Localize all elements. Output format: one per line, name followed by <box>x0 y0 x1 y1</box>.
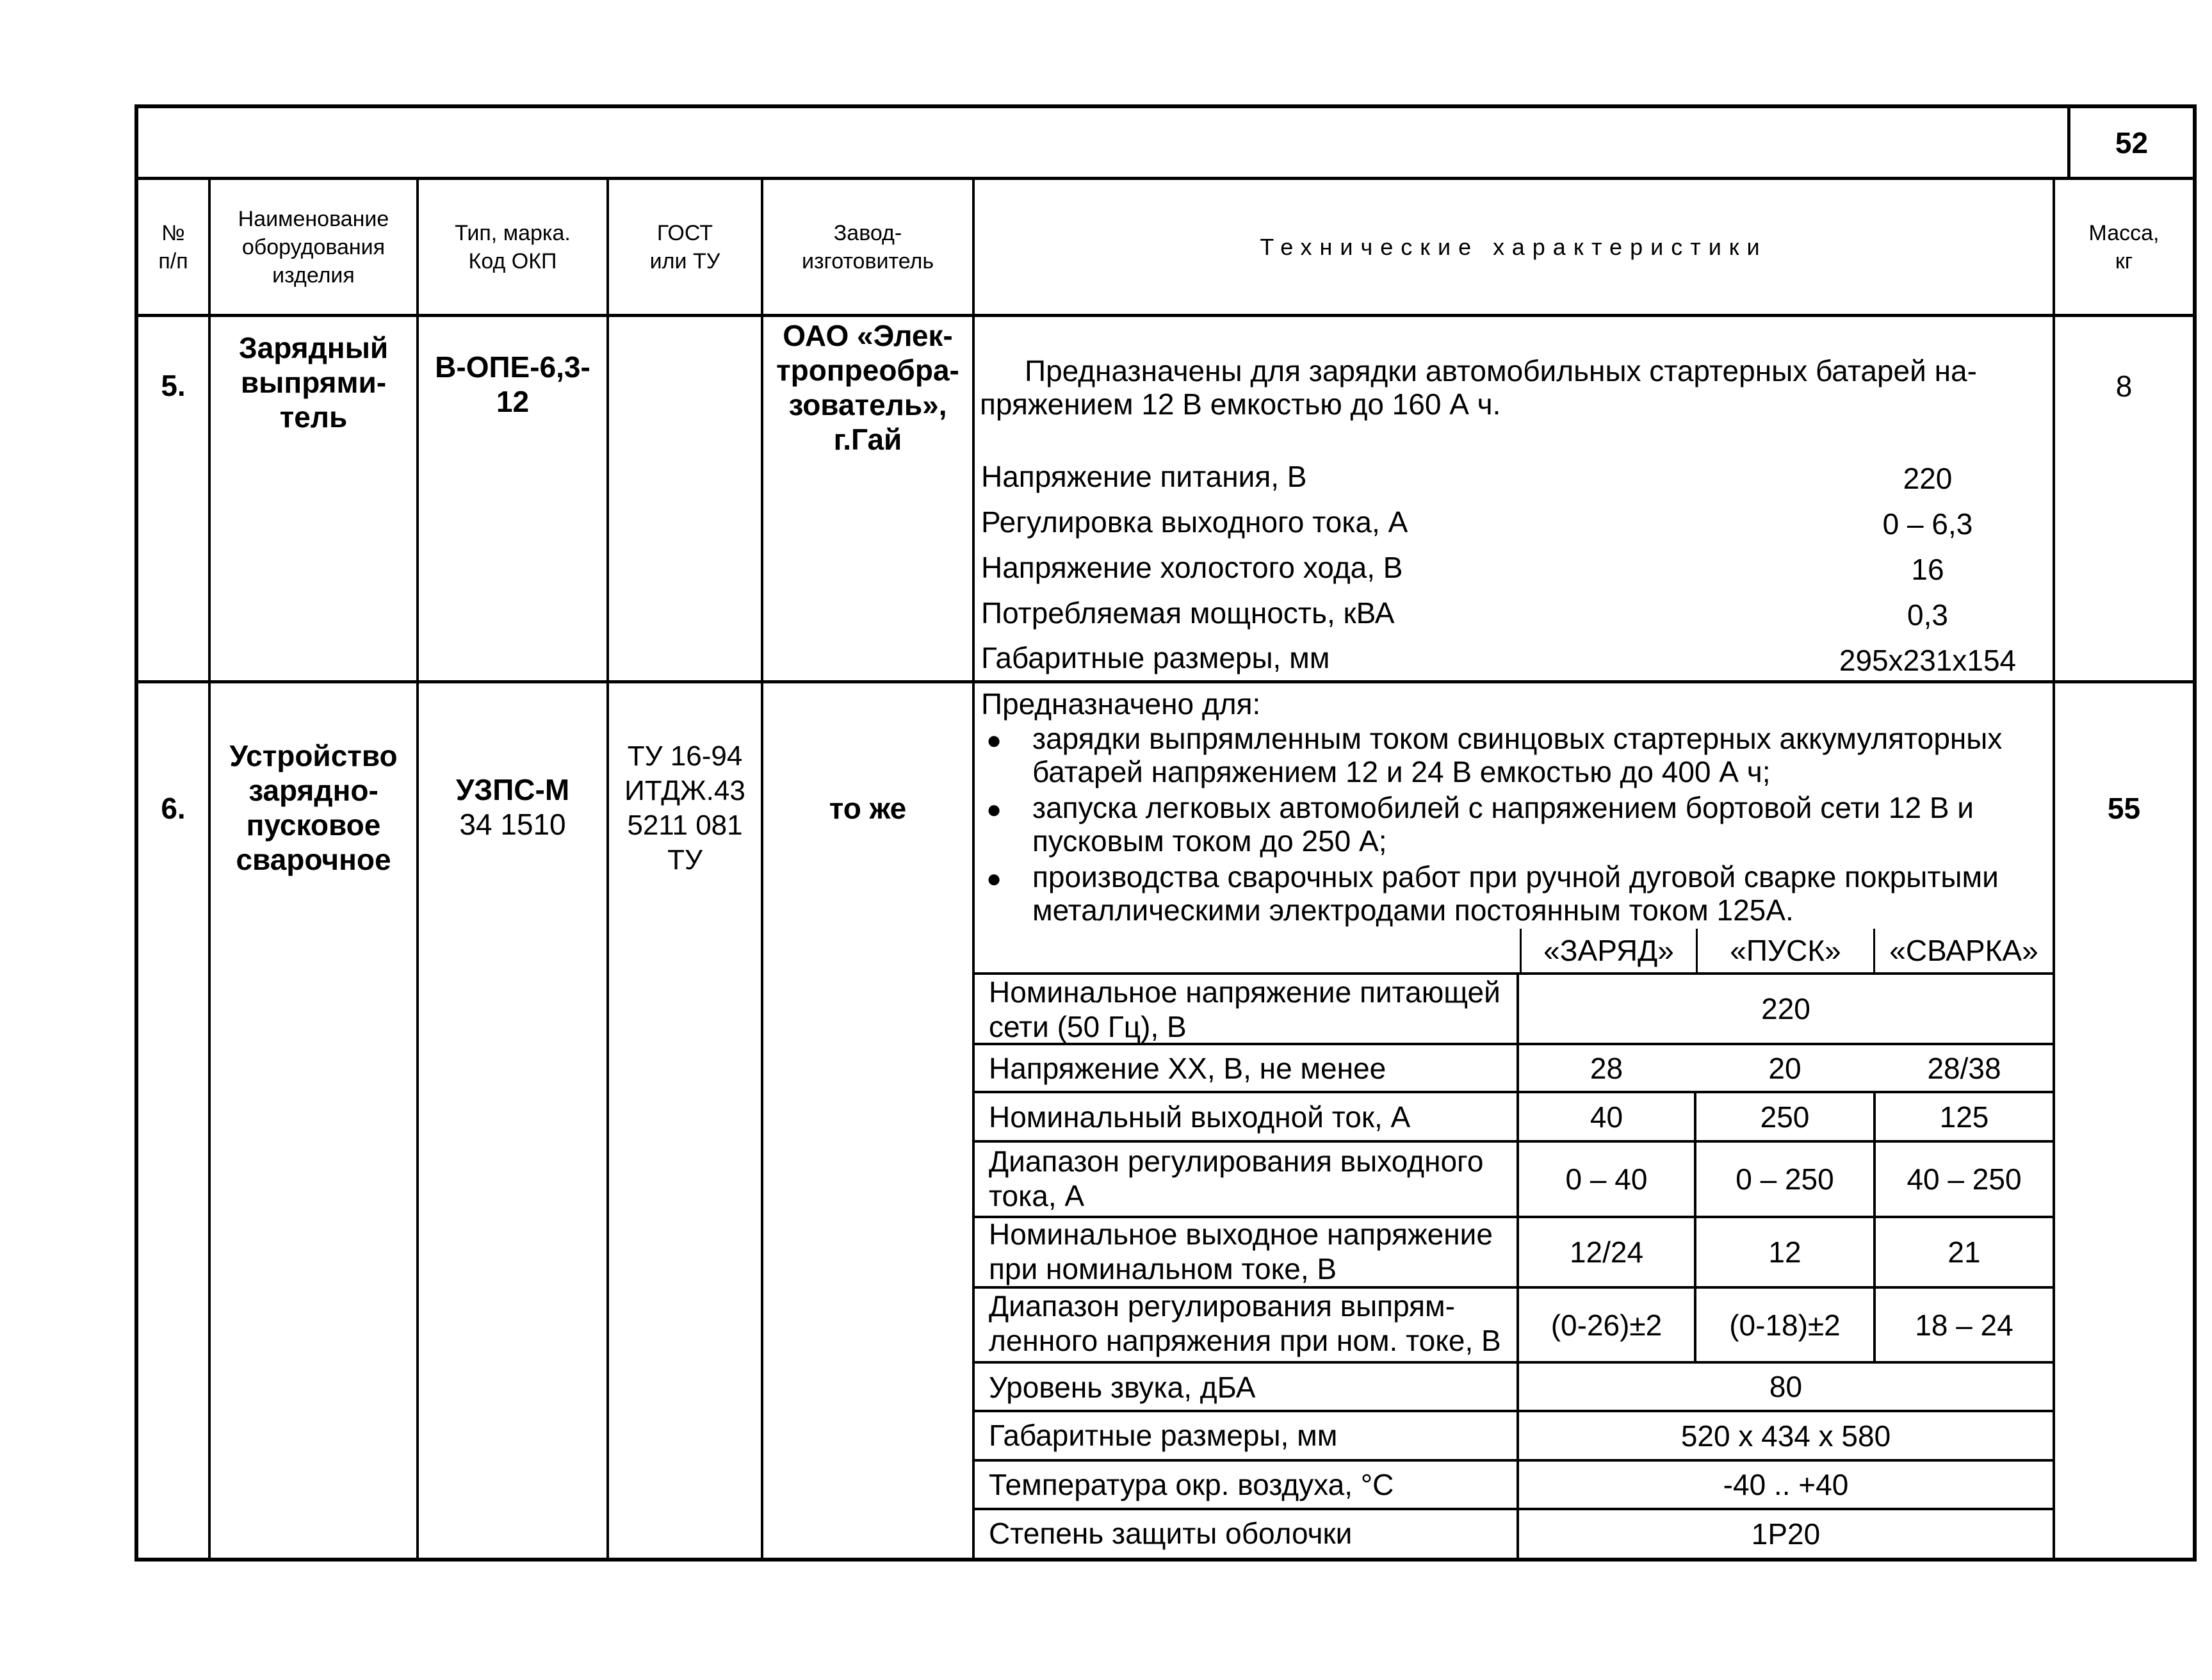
header-gost: ГОСТ или ТУ <box>649 220 720 273</box>
row5-type: В-ОПЕ-6,3- 12 <box>435 350 590 418</box>
table-cell: 21 <box>1948 1236 1981 1269</box>
table-cell: 40 – 250 <box>1907 1162 2022 1196</box>
table-row-label: Уровень звука, дБА <box>989 1371 1256 1404</box>
table-row-label: Номинальный выходной ток, А <box>989 1100 1411 1134</box>
spec-label: Потребляемая мощность, кВА <box>981 596 1395 630</box>
list-item: запуска легковых автомобилей с напряжением бортовой сети 12 В и <box>1032 791 1974 824</box>
header-specs: Технические характеристики <box>1260 233 1768 260</box>
mode-header-svarka: «СВАРКА» <box>1889 934 2038 967</box>
list-item: металлическими электродами постоянным током 125А. <box>1032 893 1794 927</box>
bullet-icon: ● <box>986 726 1002 754</box>
table-cell: (0-26)±2 <box>1550 1308 1663 1342</box>
table-cell: 28 <box>1590 1051 1623 1085</box>
spec-value: 295х231х154 <box>1839 644 2017 677</box>
spec-value: 0,3 <box>1907 598 1948 632</box>
header-num: № п/п <box>158 220 188 273</box>
table-cell: 20 <box>1768 1051 1801 1085</box>
row5-num: 5. <box>161 369 186 402</box>
table-row-label: Температура окр. воздуха, °С <box>989 1468 1394 1501</box>
row6-type-code: 34 1510 <box>459 808 566 841</box>
mode-header-zaryad: «ЗАРЯД» <box>1543 934 1674 967</box>
table-cell: 12/24 <box>1569 1236 1644 1269</box>
row6-name: Устройство зарядно- пусковое сварочное <box>229 739 398 876</box>
header-maker: Завод- изготовитель <box>801 220 934 273</box>
table-cell: (0-18)±2 <box>1729 1308 1841 1342</box>
spec-value: 220 <box>1903 462 1953 495</box>
row6-maker: то же <box>829 792 907 825</box>
table-cell: 18 – 24 <box>1915 1308 2013 1342</box>
row5-intro-line2: пряжением 12 В емкостью до 160 А ч. <box>980 387 1501 421</box>
header-mass: Масса, кг <box>2088 220 2159 273</box>
row6-num: 6. <box>161 792 186 825</box>
row6-type-bold: УЗПС-М <box>455 773 570 806</box>
list-item: зарядки выпрямленным током свинцовых стартерных аккумуляторных <box>1032 722 2003 755</box>
spec-value: 0 – 6,3 <box>1882 507 1973 541</box>
row5-intro-line1: Предназначены для зарядки автомобильных стартерных батарей на- <box>1025 354 1977 387</box>
table-row-label: Степень защиты оболочки <box>989 1517 1353 1550</box>
table-cell: 0 – 40 <box>1565 1162 1648 1196</box>
list-item: производства сварочных работ при ручной дуговой сварке покрытыми <box>1032 860 1999 893</box>
table-cell: 0 – 250 <box>1736 1162 1834 1196</box>
spec-label: Напряжение холостого хода, В <box>981 551 1403 584</box>
table-cell: 40 <box>1590 1100 1623 1134</box>
row5-maker: ОАО «Элек- тропреобра- зователь», г.Гай <box>776 319 959 456</box>
table-row-label: Диапазон регулирования выходного тока, А <box>989 1145 1484 1212</box>
bullet-icon: ● <box>986 795 1002 824</box>
table-cell-merged: -40 .. +40 <box>1723 1468 1849 1501</box>
row6-intro: Предназначено для: <box>981 687 1261 721</box>
table-row-label: Напряжение ХХ, В, не менее <box>989 1052 1387 1085</box>
spec-value: 16 <box>1911 553 1944 586</box>
table-cell-merged: 1Р20 <box>1751 1517 1821 1551</box>
table-row-label: Номинальное напряжение питающей сети (50 Гц), В <box>989 975 1500 1043</box>
table-cell: 28/38 <box>1927 1051 2001 1085</box>
row6-gost: ТУ 16-94 ИТДЖ.43 5211 081 ТУ <box>624 740 745 876</box>
row5-mass: 8 <box>2115 370 2133 403</box>
list-item: пусковым током до 250 А; <box>1032 824 1387 858</box>
table-cell: 250 <box>1760 1100 1810 1134</box>
spec-label: Напряжение питания, В <box>981 460 1307 493</box>
table-row-label: Диапазон регулирования выпрям- ленного напряжения при ном. токе, В <box>989 1289 1501 1357</box>
table-row-label: Габаритные размеры, мм <box>989 1419 1338 1452</box>
table-cell-merged: 220 <box>1761 992 1810 1025</box>
page-number: 52 <box>2115 126 2149 159</box>
mode-header-pusk: «ПУСК» <box>1730 934 1841 967</box>
spec-label: Габаритные размеры, мм <box>981 641 1330 674</box>
row5-name: Зарядный выпрями- тель <box>238 331 389 434</box>
spec-label: Регулировка выходного тока, А <box>981 505 1408 539</box>
table-cell: 12 <box>1768 1236 1801 1269</box>
header-name: Наименование оборудования изделия <box>238 206 389 288</box>
row6-mass: 55 <box>2107 792 2141 825</box>
list-item: батарей напряжением 12 и 24 В емкостью до 400 А ч; <box>1032 755 1771 788</box>
table-cell-merged: 520 х 434 х 580 <box>1680 1419 1891 1453</box>
table-row-label: Номинальное выходное напряжение при номинальном токе, В <box>989 1218 1493 1285</box>
table-cell-merged: 80 <box>1769 1370 1803 1403</box>
header-type: Тип, марка. Код ОКП <box>455 220 571 273</box>
table-cell: 125 <box>1939 1100 1989 1134</box>
bullet-icon: ● <box>986 865 1002 893</box>
